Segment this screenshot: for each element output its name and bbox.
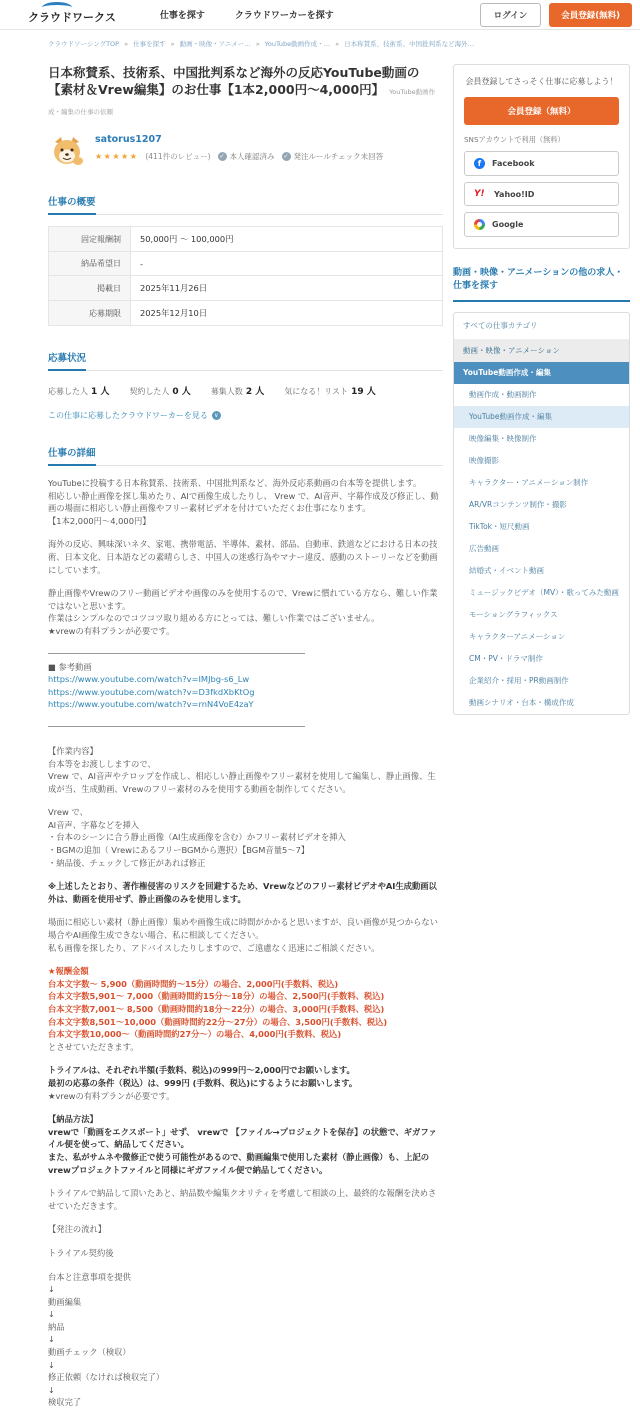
paragraph-gap <box>48 711 443 722</box>
breadcrumb-link[interactable]: 仕事を探す <box>133 40 166 48</box>
google-icon <box>474 219 485 230</box>
facebook-icon: f <box>474 158 485 169</box>
paragraph-gap <box>48 1176 443 1187</box>
description-line: 動画編集 <box>48 1296 82 1307</box>
description-line: 最初の応募の条件（税込）は、999円 (手数料、税込)にするようにお願いします。 <box>48 1077 358 1088</box>
nav-find-job[interactable]: 仕事を探す <box>159 11 205 21</box>
paragraph-gap <box>48 638 443 649</box>
paragraph-gap <box>48 1053 443 1064</box>
sidebar-category-item[interactable]: TikTok・短尺動画 <box>469 522 530 531</box>
top-header <box>0 0 640 30</box>
star-rating-icon: ★★★★★ <box>95 152 139 161</box>
page-title: 日本称賛系、技術系、中国批判系など海外の反応YouTube動画の【素材＆Vrew編集】のお仕事【1本2,000円～4,000円】 YouTube動画作成・編集の仕事の依頼 <box>48 65 436 116</box>
sidebar-category-item[interactable]: 結婚式・イベント動画 <box>469 566 544 575</box>
description-line: ↓ <box>48 1384 55 1395</box>
status-stat: 募集人数 2 人 <box>210 387 265 397</box>
sns-login-button-yahooid[interactable] <box>464 182 619 206</box>
signup-prompt: 会員登録してさっそく仕事に応募しよう！ <box>465 77 618 86</box>
status-heading: 応募状況 <box>48 350 86 371</box>
description-line: ・BGMの追加（ VrewにあるフリーBGMから選択）【BGM音量5～7】 <box>48 845 310 856</box>
sidebar-category-item[interactable]: 映像撮影 <box>469 456 499 465</box>
description-line: YouTubeに投稿する日本称賛系、技術系、中国批判系など、海外反応系動画の台本等を提供します。 <box>48 478 422 488</box>
right-sidebar <box>453 64 630 715</box>
review-count[interactable]: (411件のレビュー) <box>145 152 211 161</box>
breadcrumb-separator: » <box>170 39 175 48</box>
description-line: ★vrewの有料プランが必要です。 <box>48 1090 175 1101</box>
description-line: 台本文字数8,501～10,000（動画時間約22分～27分）の場合、3,500円(手数料、税込) <box>48 1016 388 1027</box>
description-line: 修正依頼（なければ検収完了） <box>48 1372 165 1383</box>
sns-button-label: Yahoo!ID <box>494 189 535 199</box>
overview-row-value: 2025年12月10日 <box>131 301 443 326</box>
description-line: とさせていただきます。 <box>48 1041 139 1052</box>
status-stat: 応募した人 1 人 <box>48 387 110 397</box>
sns-button-label: Google <box>492 220 524 229</box>
breadcrumb-separator: » <box>124 39 129 48</box>
text-divider <box>48 649 305 654</box>
text-divider <box>48 722 305 727</box>
signup-button[interactable]: 会員登録(無料) <box>549 3 632 27</box>
description-line: 場面に相応しい素材（静止画像）集めや画像生成に時間がかかると思いますが、良い画像が見つからない場合やAI画像生成できない場合、私に相談してください。 <box>48 917 438 941</box>
status-stat-value: 19 人 <box>351 387 376 397</box>
description-line: 動画チェック（検収） <box>48 1347 131 1358</box>
paragraph-gap <box>48 1212 443 1223</box>
signup-card <box>453 64 630 249</box>
view-applicants-link[interactable]: この仕事に応募したクラウドワーカーを見る ∨ <box>48 410 443 421</box>
description-line: ※上述したとおり、著作権侵害のリスクを回避するため、Vrewなどのフリー素材ビデオやAI生成動画以外は、動画を使用せず、静止画像のみを使用します。 <box>48 881 437 904</box>
sns-button-label: Facebook <box>492 159 535 168</box>
job-detail-section <box>48 441 443 1409</box>
breadcrumb-separator: » <box>255 39 260 48</box>
description-line: Vrew で、 <box>48 807 88 818</box>
description-line: 静止画像やVrewのフリー動画ビデオや画像のみを使用するので、Vrewに慣れている方なら、難しい作業ではないと思います。 <box>48 588 438 611</box>
overview-section <box>48 190 443 326</box>
description-line: 台本文字数5,901～ 7,000（動画時間約15分～18分）の場合、2,500円(手数料、税込) <box>48 991 385 1002</box>
sidebar-category-item[interactable]: キャラクター・アニメーション制作 <box>469 478 589 487</box>
description-line: 台本文字数～ 5,900（動画時間約～15分）の場合、2,000円(手数料、税込) <box>48 978 339 989</box>
status-stat-value: 2 人 <box>245 387 265 397</box>
sidebar-category-item[interactable]: すべての仕事カテゴリ <box>454 313 629 340</box>
category-list <box>453 312 630 715</box>
rule-check-badge: ✓ 発注ルールチェック未回答 <box>283 152 384 161</box>
description-line: 【作業内容】 <box>48 745 98 756</box>
overview-table <box>48 226 443 326</box>
description-line: 海外の反応、興味深いネタ、家電、携帯電話、半導体、素材、部品、自動車、鉄道などにおける日本の技術、日本文化、日本語などの素晴らしさ、中国人の迷惑行為やマナー違反、感動のストーリーなどを動画にしています。 <box>48 539 438 575</box>
sidebar-signup-button[interactable]: 会員登録（無料） <box>464 97 619 125</box>
overview-row-label: 応募期限 <box>49 301 131 326</box>
overview-row-label: 固定報酬制 <box>49 227 131 252</box>
description-line: トライアルは、それぞれ半額(手数料、税込)の999円～2,000円でお願いします。 <box>48 1065 355 1076</box>
description-line: ↓ <box>48 1284 55 1295</box>
client-name[interactable]: satorus1207 <box>95 134 162 145</box>
sidebar-category-item[interactable]: 動画シナリオ・台本・構成作成 <box>469 698 574 707</box>
sidebar-category-item[interactable]: 動画・映像・アニメーション <box>454 340 629 362</box>
job-description <box>48 477 443 1409</box>
sidebar-category-item[interactable]: ミュージックビデオ（MV）・歌ってみた動画 <box>469 588 619 597</box>
sidebar-category-item[interactable]: キャラクターアニメーション <box>469 632 566 641</box>
chevron-down-icon: ∨ <box>212 411 221 420</box>
paragraph-gap <box>48 527 443 538</box>
sidebar-category-item[interactable]: YouTube動画作成・編集 <box>454 406 629 428</box>
description-line: 台本と注意事項を提供 <box>48 1271 131 1282</box>
table-row <box>49 252 443 276</box>
description-line: 相応しい静止画像を探し集めたり、AIで画像生成したりし、 Vrew で、AI音声、字幕作成及び修正し、動画の場面に相応しい静止画像やフリー素材ビデオを付けていただくお仕事になります。 <box>48 490 439 514</box>
breadcrumb-link[interactable]: 日本称賛系、技術系、中国批判系など海外… <box>344 40 475 48</box>
application-status-section <box>48 346 443 421</box>
description-line: 【納品方法】 <box>48 1114 98 1125</box>
main-nav <box>160 8 334 21</box>
job-main-column <box>48 64 443 1409</box>
nav-find-worker[interactable]: クラウドワーカーを探す <box>234 11 334 21</box>
description-line: トライアル契約後 <box>48 1247 114 1258</box>
description-line: 【発注の流れ】 <box>48 1224 107 1235</box>
description-line: ↓ <box>48 1334 55 1345</box>
login-button[interactable]: ログイン <box>480 3 542 27</box>
description-line: 台本文字数7,001～ 8,500（動画時間約18分～22分）の場合、3,000円(手数料、税込) <box>48 1004 385 1014</box>
description-line: また、私がサムネや微修正で使う可能性があるので、動画編集で使用した素材（静止画像）も、上記のvrewプロジェクトファイルと同様にギガファイル便で納品してください。 <box>48 1151 430 1175</box>
paragraph-gap <box>48 1236 443 1247</box>
description-line: ★報酬金額 <box>48 966 89 977</box>
sidebar-category-item[interactable]: 広告動画 <box>469 544 499 553</box>
sidebar-category-item[interactable]: 映像編集・映像制作 <box>469 434 537 443</box>
crowdworks-logo[interactable]: クラウドワークス <box>28 5 116 25</box>
client-avatar[interactable] <box>48 132 86 170</box>
sns-login-button-google[interactable] <box>464 212 619 237</box>
detail-heading: 仕事の詳細 <box>48 445 96 466</box>
breadcrumb <box>0 30 640 52</box>
description-line: ↓ <box>48 1359 55 1370</box>
paragraph-gap <box>48 905 443 916</box>
description-line: 私も画像を探したり、アドバイスしたりしますので、ご遠慮なく迅速にご相談ください。 <box>48 942 380 953</box>
paragraph-gap <box>48 795 443 806</box>
description-line: 【1本2,000円～4,000円】 <box>48 515 151 526</box>
sidebar-category-item[interactable]: YouTube動画作成・編集 <box>454 362 629 384</box>
breadcrumb-separator: » <box>335 39 340 48</box>
sidebar-category-item[interactable]: AR/VRコンテンツ制作・撮影 <box>469 500 567 509</box>
breadcrumb-link[interactable]: クラウドソーシングTOP <box>48 40 120 48</box>
table-row <box>49 301 443 326</box>
description-line: ・台本のシーンに合う静止画像（AI生成画像を含む）かフリー素材ビデオを挿入 <box>48 832 346 843</box>
status-stat-value: 1 人 <box>91 387 110 397</box>
description-line: 検収完了 <box>48 1397 82 1408</box>
paragraph-gap <box>48 869 443 880</box>
breadcrumb-link[interactable]: YouTube動画作成・… <box>264 40 331 48</box>
identity-verified-badge: ✓ 本人確認済み <box>219 152 275 161</box>
check-icon: ✓ <box>219 153 225 160</box>
description-line: ■ 参考動画 <box>48 661 92 672</box>
description-line: ↓ <box>48 1309 55 1320</box>
status-stat: 気になる！リスト 19 人 <box>284 387 376 397</box>
overview-row-label: 納品希望日 <box>49 252 131 276</box>
overview-row-value: - <box>131 252 443 276</box>
description-line: 台本文字数10,000～（動画時間約27分～）の場合、4,000円(手数料、税込) <box>48 1029 342 1040</box>
youtube-reference-link[interactable]: https://www.youtube.com/watch?v=D3fkdXbKtOg <box>48 686 255 697</box>
paragraph-gap <box>48 1102 443 1113</box>
description-line: vrewで「動画をエクスポート」せず、 vrewで 【ファイル→プロジェクトを保存】の状態で、ギガファイル便を使って、納品してください。 <box>48 1126 437 1150</box>
paragraph-gap <box>48 734 443 745</box>
status-stat: 契約した人 0 人 <box>129 387 191 397</box>
description-line: トライアルで納品して頂いたあと、納品数や編集クオリティを考慮して相談の上、最終的な報酬を決めさせていただきます。 <box>48 1188 437 1211</box>
table-row <box>49 227 443 252</box>
description-line: Vrew で、AI音声やテロップを作成し、相応しい静止画像やフリー素材を使用して編集し、静止画像、生成が当、生成動画、Vrewのフリー素材のみを使用する動画を制作してください。 <box>48 771 436 794</box>
youtube-reference-link[interactable]: https://www.youtube.com/watch?v=rnN4VoE4zaY <box>48 699 254 710</box>
sidebar-category-item[interactable]: 企業紹介・採用・PR動画制作 <box>469 676 569 685</box>
description-line: ★vrewの有料プランが必要です。 <box>48 625 175 636</box>
categories-heading: 動画・映像・アニメーションの他の求人・仕事を探す <box>453 267 630 302</box>
check-icon: ✓ <box>283 153 289 160</box>
status-stat-value: 0 人 <box>172 387 191 397</box>
header-actions <box>480 3 632 27</box>
overview-heading: 仕事の概要 <box>48 194 96 215</box>
overview-row-label: 掲載日 <box>49 276 131 301</box>
client-info <box>48 132 443 170</box>
overview-row-value: 2025年11月26日 <box>131 276 443 301</box>
overview-row-value: 50,000円 ～ 100,000円 <box>131 227 443 252</box>
sns-login-button-facebook[interactable] <box>464 151 619 176</box>
breadcrumb-link[interactable]: 動画・映像・アニメー… <box>179 40 251 48</box>
sidebar-category-item[interactable]: 動画作成・動画制作 <box>469 390 537 399</box>
paragraph-gap <box>48 1260 443 1271</box>
description-line: ・納品後、チェックして修正があれば修正 <box>48 857 206 868</box>
title-category-suffix: YouTube動画作成・編集の仕事の依頼 <box>48 88 436 116</box>
paragraph-gap <box>48 954 443 965</box>
description-line: 作業はシンプルなのでコツコツ取り組める方にとっては、難しい作業ではございません。 <box>48 613 380 624</box>
yahoo-icon: Y! <box>474 189 485 199</box>
paragraph-gap <box>48 576 443 587</box>
sidebar-category-item[interactable]: CM・PV・ドラマ制作 <box>469 654 543 663</box>
description-line: AI音声、字幕などを挿入 <box>48 819 140 830</box>
table-row <box>49 276 443 301</box>
sidebar-category-item[interactable]: モーショングラフィックス <box>469 610 558 619</box>
status-stats <box>48 384 443 397</box>
sns-label: SNSアカウントで利用（無料） <box>464 135 565 144</box>
client-meta <box>95 151 383 162</box>
description-line: 納品 <box>48 1321 65 1332</box>
description-line: 台本等をお渡ししますので、 <box>48 758 156 769</box>
youtube-reference-link[interactable]: https://www.youtube.com/watch?v=IMJbg-s6_Lw <box>48 674 250 685</box>
